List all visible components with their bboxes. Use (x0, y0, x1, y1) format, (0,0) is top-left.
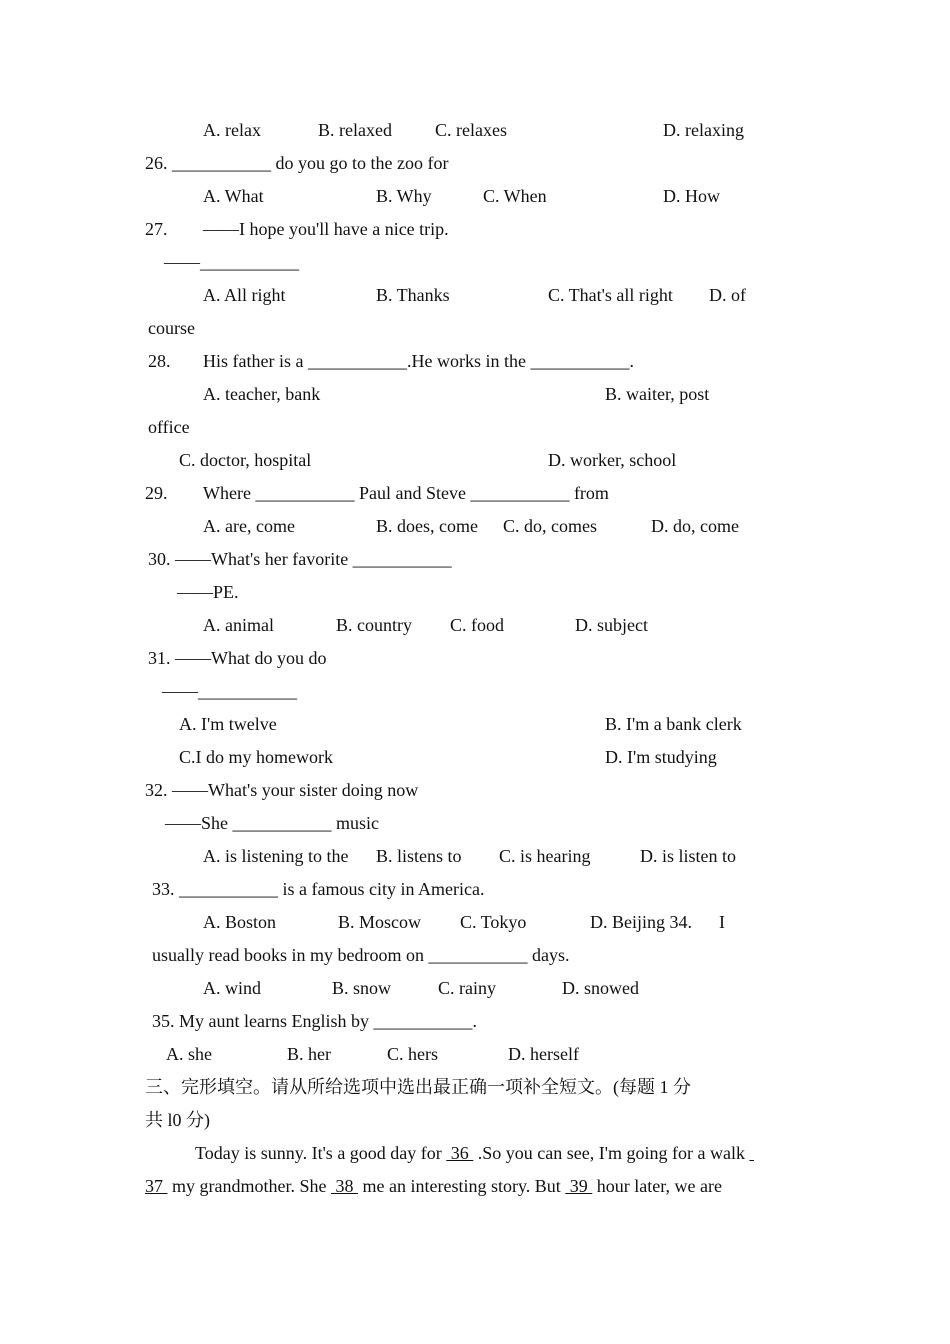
q28-option-c: C. doctor, hospital (179, 450, 312, 470)
q32-option-b: B. listens to (376, 846, 462, 866)
passage-line-2 (145, 1175, 722, 1197)
passage-text: me an interesting story. But (357, 1176, 566, 1196)
q32-option-c: C. is hearing (499, 846, 591, 866)
q27-option-d-continued: course (148, 318, 195, 338)
q31-option-d: D. I'm studying (605, 747, 717, 767)
passage-text: .So you can see, I'm going for a walk (473, 1143, 750, 1163)
passage-text: Today is sunny. It's a good day for (195, 1143, 447, 1163)
q35-option-c: C. hers (387, 1044, 438, 1064)
q31-option-a: A. I'm twelve (179, 714, 277, 734)
q34-stem: usually read books in my bedroom on ___________ days. (152, 945, 570, 965)
q26-stem: 26. ___________ do you go to the zoo for (145, 153, 449, 173)
q32-reply: ——She ___________ music (165, 813, 379, 833)
q27-option-a: A. All right (203, 285, 286, 305)
q28-number: 28. (148, 351, 171, 371)
q29-option-a: A. are, come (203, 516, 295, 536)
q34-option-b: B. snow (332, 978, 392, 998)
q33-option-d: D. Beijing 34. (590, 912, 692, 932)
q34-option-d: D. snowed (562, 978, 639, 998)
q33-option-a: A. Boston (203, 912, 277, 932)
section-3-heading-continued: 共 l0 分) (145, 1110, 210, 1130)
q30-reply: ——PE. (177, 582, 239, 602)
q29-stem: Where ___________ Paul and Steve ___________ from (203, 483, 609, 503)
q35-option-b: B. her (287, 1044, 331, 1064)
blank-37: 37 (145, 1176, 168, 1196)
section-3-heading: 三、完形填空。请从所给选项中选出最正确一项补全短文。(每题 1 分 (145, 1077, 691, 1097)
q29-number: 29. (145, 483, 168, 503)
passage-text: hour later, we are (592, 1176, 723, 1196)
q26-option-d: D. How (663, 186, 720, 206)
q32-option-a: A. is listening to the (203, 846, 349, 866)
q33-stem: 33. ___________ is a famous city in America. (152, 879, 485, 899)
q27-stem: ——I hope you'll have a nice trip. (203, 219, 449, 239)
q28-option-a: A. teacher, bank (203, 384, 321, 404)
blank-37-underline (749, 1143, 754, 1163)
q28-option-b: B. waiter, post (605, 384, 710, 404)
passage-text: my grandmother. She (167, 1176, 331, 1196)
q27-option-c: C. That's all right (548, 285, 673, 305)
q29-option-c: C. do, comes (503, 516, 597, 536)
q27-reply: ——___________ (164, 252, 299, 272)
q31-option-c: C.I do my homework (179, 747, 333, 767)
q29-option-b: B. does, come (376, 516, 478, 536)
q25-option-a: A. relax (203, 120, 261, 140)
q29-option-d: D. do, come (651, 516, 739, 536)
q34-option-a: A. wind (203, 978, 261, 998)
q26-option-c: C. When (483, 186, 547, 206)
q26-option-b: B. Why (376, 186, 432, 206)
q28-option-d: D. worker, school (548, 450, 677, 470)
q28-stem: His father is a ___________.He works in the ___________. (203, 351, 634, 371)
q35-option-d: D. herself (508, 1044, 579, 1064)
blank-38: 38 (330, 1176, 358, 1196)
q28-option-b-continued: office (148, 417, 190, 437)
q34-option-c: C. rainy (438, 978, 496, 998)
passage-line-1 (195, 1142, 754, 1164)
q31-option-b: B. I'm a bank clerk (605, 714, 742, 734)
q30-option-b: B. country (336, 615, 412, 635)
q27-number: 27. (145, 219, 168, 239)
q25-option-b: B. relaxed (318, 120, 392, 140)
q27-option-b: B. Thanks (376, 285, 450, 305)
q30-option-c: C. food (450, 615, 504, 635)
q27-option-d: D. of (709, 285, 746, 305)
q32-option-d: D. is listen to (640, 846, 737, 866)
q30-option-d: D. subject (575, 615, 648, 635)
blank-36: 36 (446, 1143, 474, 1163)
q34-stem-start: I (719, 912, 725, 932)
q31-stem: 31. ——What do you do (148, 648, 327, 668)
blank-39: 39 (565, 1176, 593, 1196)
q26-option-a: A. What (203, 186, 264, 206)
q35-option-a: A. she (166, 1044, 212, 1064)
q25-option-d: D. relaxing (663, 120, 744, 140)
q25-option-c: C. relaxes (435, 120, 507, 140)
q30-option-a: A. animal (203, 615, 274, 635)
q33-option-c: C. Tokyo (460, 912, 527, 932)
q35-stem: 35. My aunt learns English by ___________. (152, 1011, 477, 1031)
q32-stem: 32. ——What's your sister doing now (145, 780, 419, 800)
q30-stem: 30. ——What's her favorite ___________ (148, 549, 452, 569)
q33-option-b: B. Moscow (338, 912, 422, 932)
q31-reply: ——___________ (162, 681, 297, 701)
